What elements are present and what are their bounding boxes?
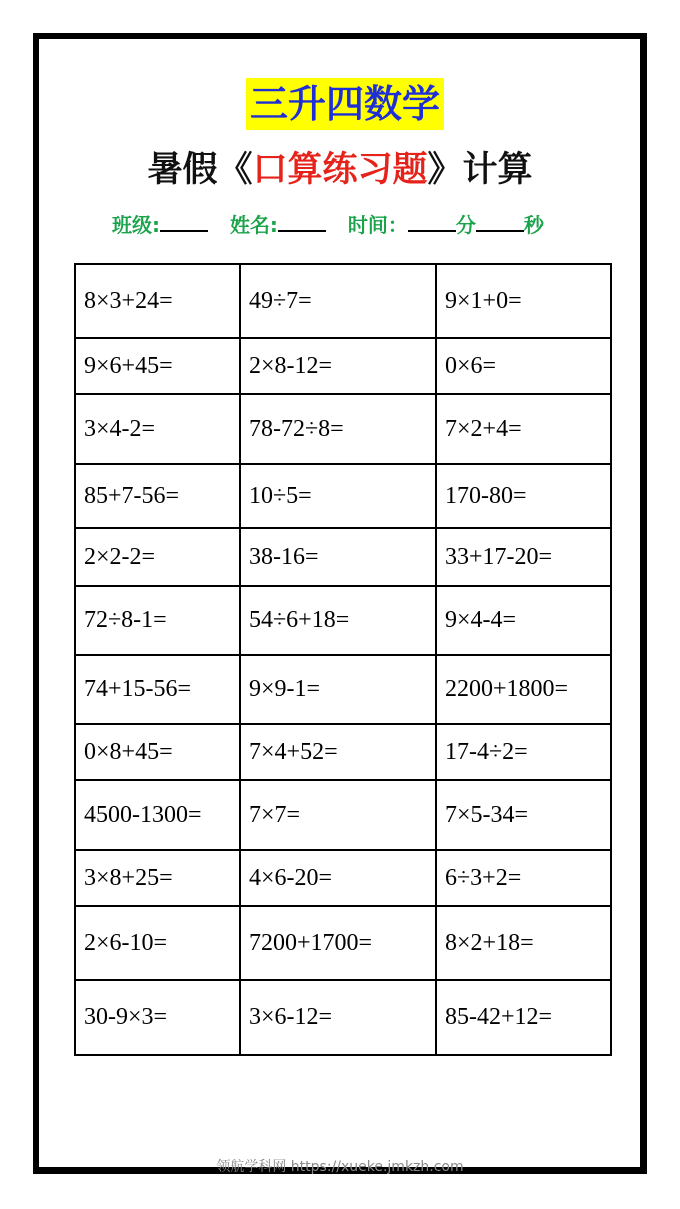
table-row	[75, 655, 611, 724]
table-row	[75, 724, 611, 780]
problem-cell: 7×7=	[240, 780, 436, 850]
problem-cell: 10÷5=	[240, 464, 436, 528]
minute-blank	[408, 208, 456, 232]
table-row	[75, 528, 611, 586]
problem-cell: 6÷3+2=	[436, 850, 611, 906]
footer-watermark: 领航学科网 https://xueke.jmkzh.com	[216, 1159, 464, 1175]
page-subtitle	[0, 146, 680, 194]
problem-cell: 2×8-12=	[240, 338, 436, 394]
class-blank	[160, 208, 208, 232]
problem-cell: 2×2-2=	[75, 528, 240, 586]
problem-cell: 7×4+52=	[240, 724, 436, 780]
problem-cell: 54÷6+18=	[240, 586, 436, 655]
subtitle-suffix: 》计算	[427, 150, 533, 190]
student-info-line	[112, 208, 544, 238]
name-blank	[278, 208, 326, 232]
problem-cell: 85-42+12=	[436, 980, 611, 1055]
problem-cell: 17-4÷2=	[436, 724, 611, 780]
problem-cell: 78-72÷8=	[240, 394, 436, 464]
second-blank	[476, 208, 524, 232]
problem-cell: 7×5-34=	[436, 780, 611, 850]
problem-cell: 49÷7=	[240, 264, 436, 338]
problem-cell: 3×8+25=	[75, 850, 240, 906]
problem-cell: 0×8+45=	[75, 724, 240, 780]
problem-cell: 4500-1300=	[75, 780, 240, 850]
problem-cell: 0×6=	[436, 338, 611, 394]
problem-cell: 9×4-4=	[436, 586, 611, 655]
problem-cell: 8×2+18=	[436, 906, 611, 980]
problem-cell: 4×6-20=	[240, 850, 436, 906]
problem-cell: 9×6+45=	[75, 338, 240, 394]
table-row	[75, 464, 611, 528]
problem-cell: 9×9-1=	[240, 655, 436, 724]
problem-cell: 7×2+4=	[436, 394, 611, 464]
problem-cell: 30-9×3=	[75, 980, 240, 1055]
table-row	[75, 394, 611, 464]
table-row	[75, 980, 611, 1055]
problem-cell: 9×1+0=	[436, 264, 611, 338]
table-row	[75, 780, 611, 850]
problem-cell: 85+7-56=	[75, 464, 240, 528]
table-row	[75, 264, 611, 338]
calculation-table	[74, 263, 612, 1056]
problem-cell: 170-80=	[436, 464, 611, 528]
problem-cell: 33+17-20=	[436, 528, 611, 586]
table-row	[75, 850, 611, 906]
page-title: 三升四数学	[246, 78, 444, 130]
table-row	[75, 338, 611, 394]
minute-label: 分	[455, 213, 476, 237]
table-row	[75, 586, 611, 655]
problem-cell: 8×3+24=	[75, 264, 240, 338]
problem-cell: 2×6-10=	[75, 906, 240, 980]
time-label: 时间：	[347, 213, 408, 237]
problem-cell: 38-16=	[240, 528, 436, 586]
problem-cell: 72÷8-1=	[75, 586, 240, 655]
subtitle-prefix: 暑假《	[147, 150, 253, 190]
problem-cell: 3×4-2=	[75, 394, 240, 464]
class-label: 班级:	[112, 213, 160, 237]
subtitle-highlight: 口算练习题	[252, 150, 428, 190]
problem-cell: 3×6-12=	[240, 980, 436, 1055]
problem-cell: 2200+1800=	[436, 655, 611, 724]
table-row	[75, 906, 611, 980]
second-label: 秒	[523, 213, 544, 237]
name-label: 姓名:	[229, 213, 278, 237]
problem-cell: 74+15-56=	[75, 655, 240, 724]
problem-cell: 7200+1700=	[240, 906, 436, 980]
